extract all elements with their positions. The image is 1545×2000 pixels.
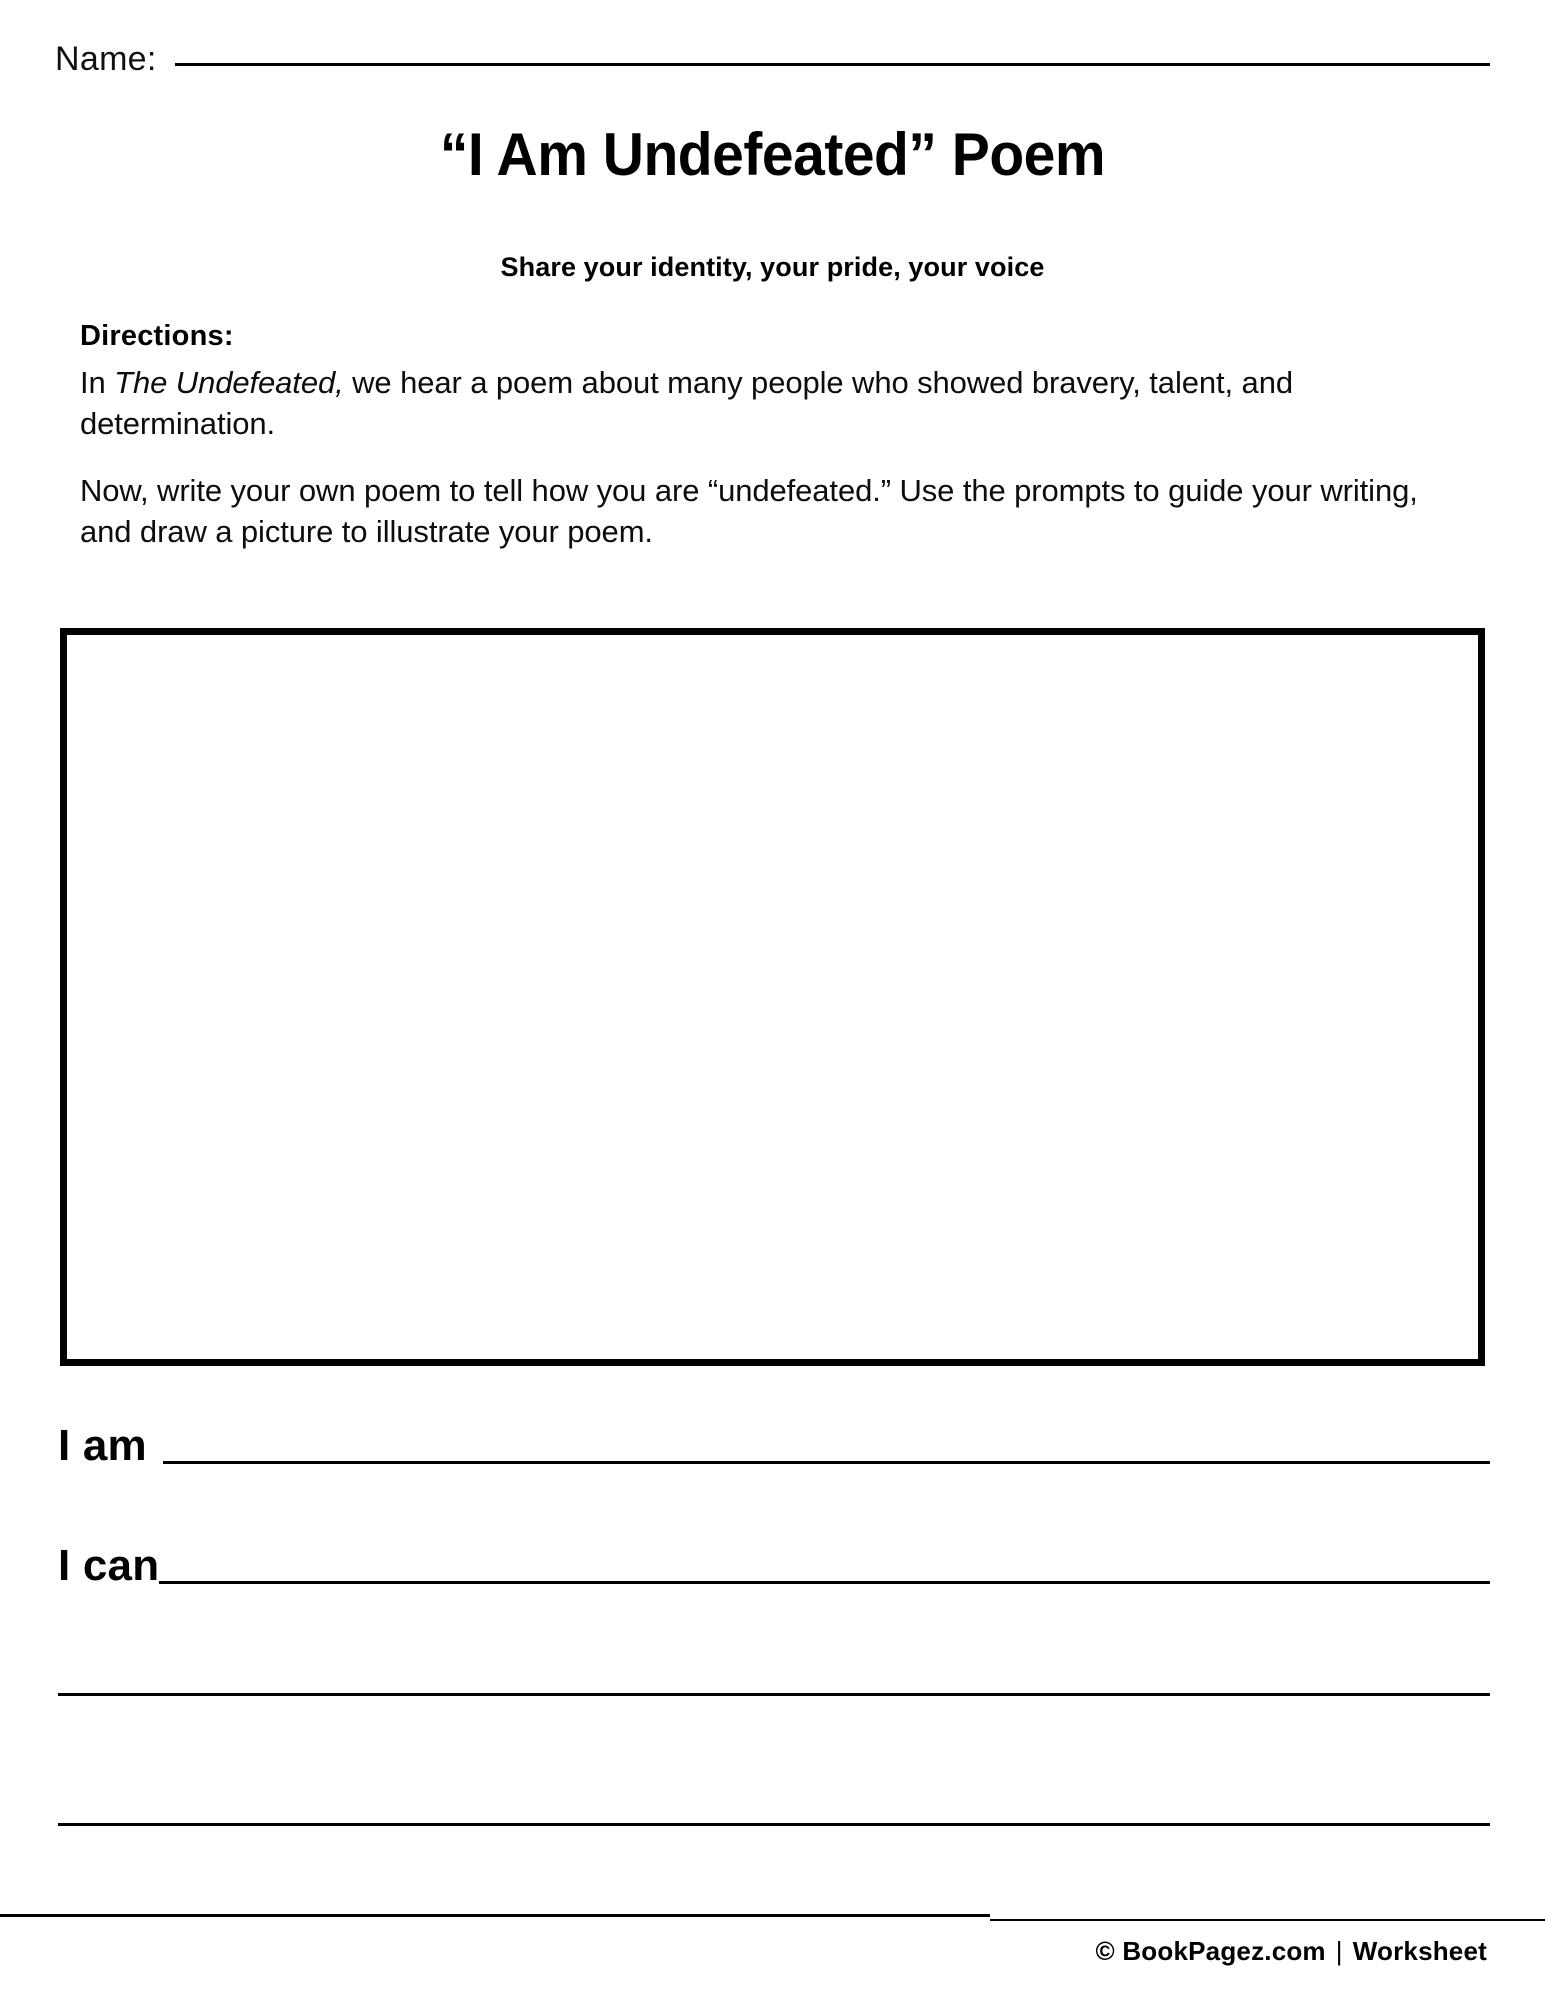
prompt-row-i-can [58,1541,1490,1590]
footer-divider-right [990,1919,1545,1921]
prompt-row-i-am [58,1421,1490,1470]
prompt-input-line-i-am[interactable] [163,1461,1490,1464]
directions-paragraph-1 [80,363,1460,445]
prompt-label-i-can: I can [58,1541,160,1590]
directions-section [80,320,1460,553]
name-label: Name: [55,40,157,78]
name-input-line[interactable] [175,63,1490,66]
blank-writing-line-2[interactable] [58,1823,1490,1826]
page-subtitle: Share your identity, your pride, your voice [500,252,1045,282]
book-title-italic: The Undefeated, [114,365,344,400]
footer-divider-left [0,1914,990,1917]
footer-separator: | [1335,1936,1343,1966]
footer-doc-type: Worksheet [1352,1936,1487,1966]
directions-paragraph-2: Now, write your own poem to tell how you are “undefeated.” Use the prompts to guide your writing, and draw a picture to illustrate your poem. [80,472,1418,549]
footer-copyright: © BookPagez.com [1095,1936,1326,1966]
page-title: “I Am Undefeated” Poem [439,121,1106,188]
name-field-row [55,40,1490,79]
directions-p1-tail: we hear a poem about many people who showed bravery, talent, and determination. [80,365,1293,441]
blank-writing-line-1[interactable] [58,1693,1490,1696]
footer-credit [1096,1936,1487,1967]
prompt-input-line-i-can[interactable] [159,1581,1490,1584]
directions-heading: Directions: [80,320,234,352]
directions-p1-lead: In [80,365,115,400]
prompt-label-i-am: I am [58,1421,147,1470]
drawing-box[interactable] [60,628,1485,1366]
